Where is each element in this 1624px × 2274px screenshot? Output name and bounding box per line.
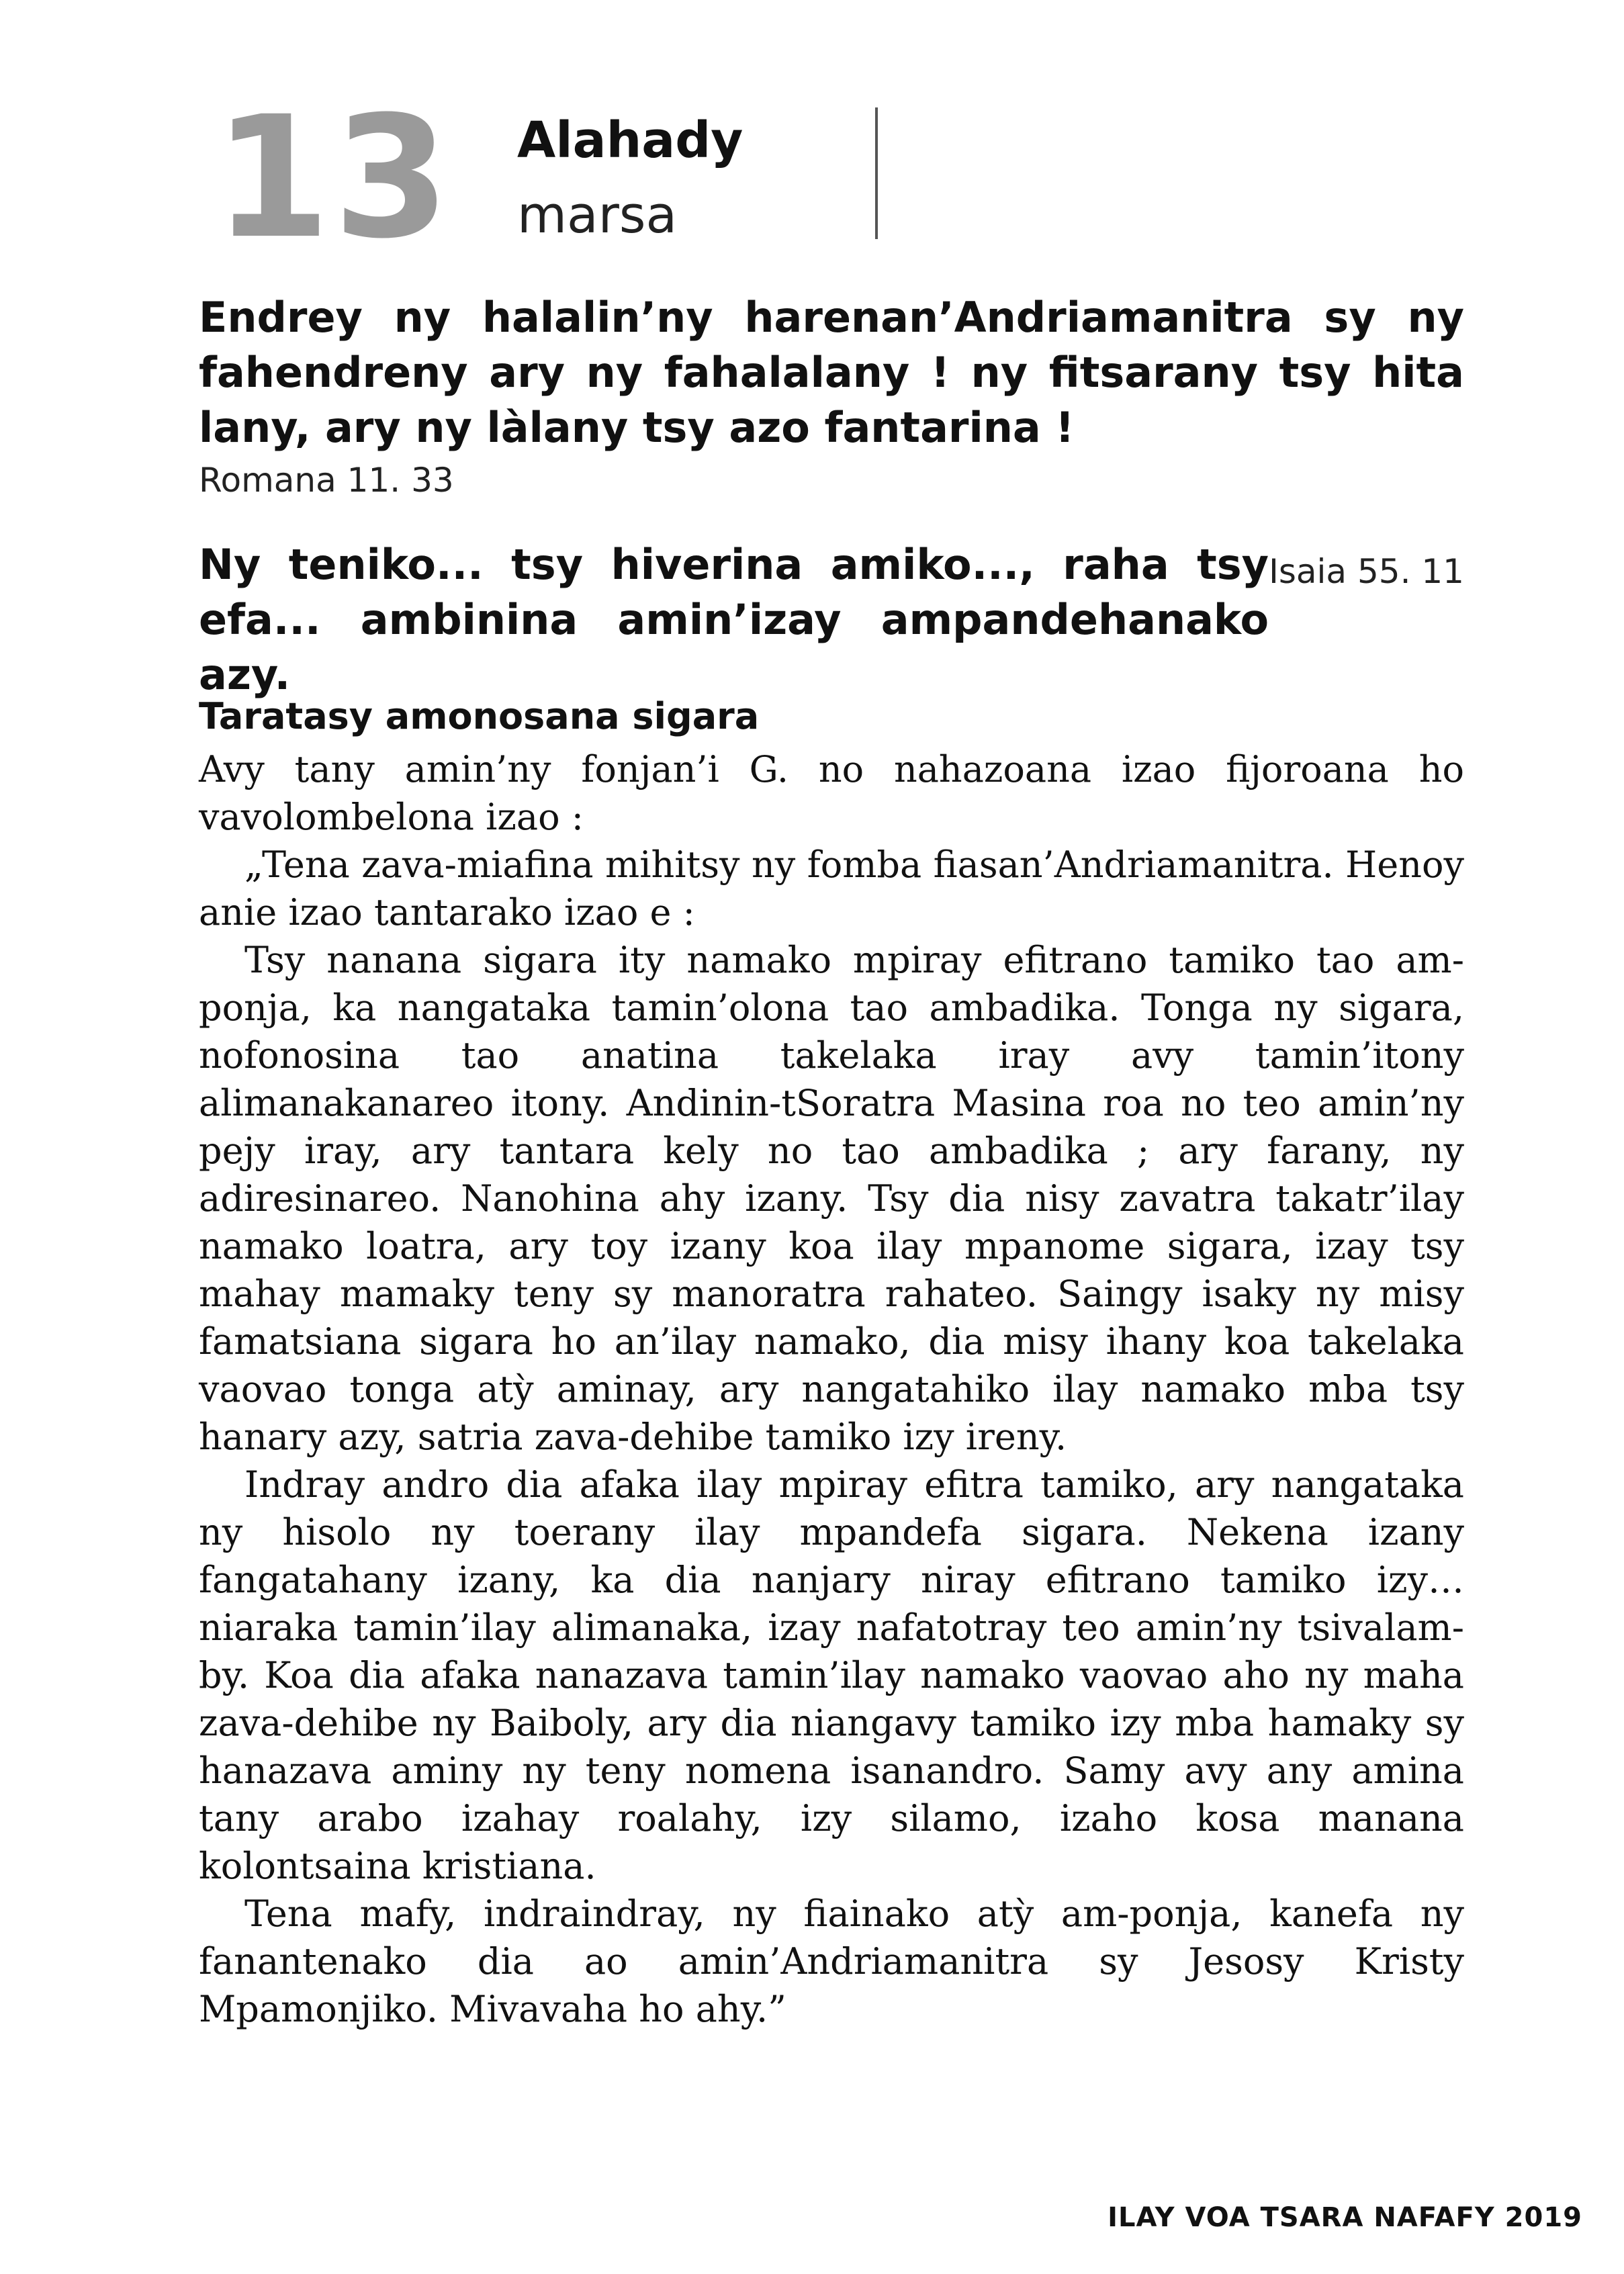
second-verse: [199, 537, 1464, 702]
month-name: marsa: [517, 185, 678, 244]
article-title: Taratasy amonosana sigara: [199, 695, 760, 737]
article-paragraph: Avy tany amin’ny fonjan’i G. no nahazoana izao fijoroana ho vavolombelona izao :: [199, 748, 1464, 838]
verse-reference: Romana 11. 33: [199, 461, 454, 500]
article-paragraph: Tsy nanana sigara ity namako mpiray efitrano tamiko tao am-ponja, ka nangataka tamin’olona tao ambadika. Tonga ny sigara, nofonosina tao anatina takelaka iray avy tamin’itony alimanakanareo itony. Andinin-tSoratra Masina roa no teo amin’ny pejy iray, ary tantara kely no tao ambadika ; ary farany, ny adiresinareo. Nanohina ahy izany. Tsy dia nisy zavatra takatr’ilay namako loatra, ary toy izany koa ilay mpanome sigara, izay tsy mahay mamaky teny sy manoratra rahateo. Saingy isaky ny misy famatsiana sigara ho an’ilay namako, dia misy ihany koa takelaka vaovao tonga atỳ aminay, ary nangatahiko ilay namako mba tsy hanary azy, satria zava-dehibe tamiko izy ireny.: [199, 939, 1464, 1458]
article-paragraph: „Tena zava-miafina mihitsy ny fomba fiasan’Andriamanitra. Henoy anie izao tantarako izao e :: [199, 844, 1464, 934]
article-body: [199, 745, 1464, 2033]
header-divider: [875, 107, 878, 239]
footer-publication-title: ILAY VOA TSARA NAFAFY 2019: [1108, 2202, 1582, 2233]
verse-of-the-day: Endrey ny halalin’ny harenan’Andriamanitra sy ny fahendreny ary ny fahalalany ! ny fitsarany tsy hita lany, ary ny làlany tsy azo fantarina !: [199, 293, 1464, 452]
article-paragraph: Tena mafy, indraindray, ny fiainako atỳ am-ponja, kanefa ny fanantenako dia ao amin’Andriamanitra sy Jesosy Kristy Mpamonjiko. Mivavaha ho ahy.”: [199, 1893, 1464, 2030]
day-name: Alahady: [517, 111, 743, 169]
day-number: 13: [214, 80, 453, 275]
article-paragraph: Indray andro dia afaka ilay mpiray efitra tamiko, ary nangataka ny hisolo ny toerany ilay mpandefa sigara. Nekena izany fangatahany izany, ka dia nanjary niray efitrano tamiko izy… niaraka tamin’ilay alimanaka, izay nafatotray teo amin’ny tsivalam-by. Koa dia afaka nanazava tamin’ilay namako vaovao aho ny maha zava-dehibe ny Baiboly, ary dia niangavy tamiko izy mba hamaky sy hanazava aminy ny teny nomena isanandro. Samy avy any amina tany arabo izahay roalahy, izy silamo, izaho kosa manana kolontsaina kristiana.: [199, 1463, 1464, 1887]
second-verse-reference: Isaia 55. 11: [1269, 552, 1464, 591]
second-verse-text: Ny teniko... tsy hiverina amiko..., raha tsy efa... ambinina amin’izay ampandehanako azy.: [199, 540, 1269, 699]
